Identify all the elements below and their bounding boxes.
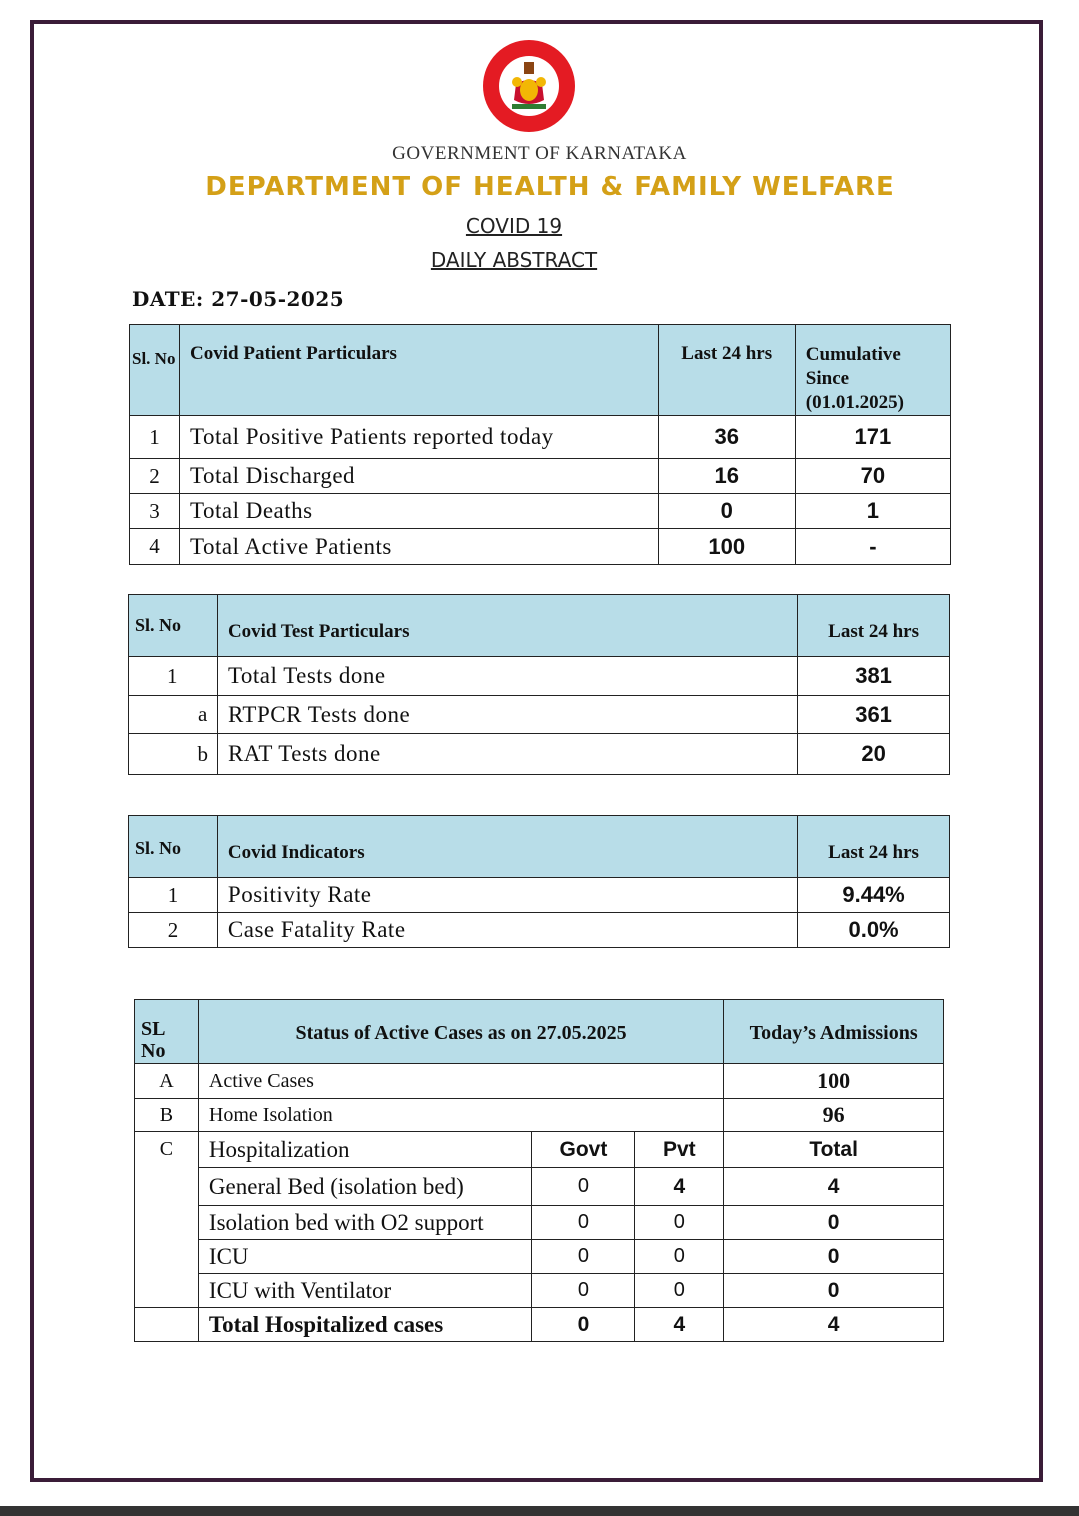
table-row: 2 Total Discharged 16 70: [130, 459, 951, 494]
admissions-header: Today’s Admissions: [724, 1000, 944, 1064]
table-row: 3 Total Deaths 0 1: [130, 494, 951, 529]
status-header: Status of Active Cases as on 27.05.2025: [198, 1000, 723, 1064]
table-row: C Hospitalization Govt Pvt Total: [135, 1132, 944, 1168]
subject-title: COVID 19: [465, 214, 563, 238]
department-title: DEPARTMENT OF HEALTH & FAMILY WELFARE: [205, 172, 895, 202]
table-row: General Bed (isolation bed) 0 4 4: [135, 1168, 944, 1206]
cumulative-header: Cumulative Since (01.01.2025): [795, 325, 950, 416]
last-24-hrs-header: Last 24 hrs: [798, 816, 950, 878]
table-row: A Active Cases 100: [135, 1064, 944, 1099]
table-row: 2 Case Fatality Rate 0.0%: [129, 913, 950, 948]
table-row: ICU 0 0 0: [135, 1240, 944, 1274]
sl-no-header: SL No: [135, 1000, 199, 1064]
table-row: a RTPCR Tests done 361: [129, 696, 950, 734]
last-24-hrs-header: Last 24 hrs: [798, 595, 950, 657]
karnataka-emblem-icon: [474, 38, 584, 134]
table-row: 1 Total Tests done 381: [129, 657, 950, 696]
report-title: DAILY ABSTRACT: [430, 248, 598, 272]
table-row: b RAT Tests done 20: [129, 734, 950, 775]
test-particulars-table: [128, 594, 950, 775]
sl-no-header: Sl. No: [129, 816, 218, 878]
table-header-row: [129, 595, 950, 657]
table-row: 1 Positivity Rate 9.44%: [129, 878, 950, 913]
table-header-row: [135, 1000, 944, 1064]
table-row: 1 Total Positive Patients reported today 36 171: [130, 416, 951, 459]
report-date: DATE: 27-05-2025: [132, 287, 345, 311]
table-row: B Home Isolation 96: [135, 1099, 944, 1132]
sl-no-header: Sl. No: [129, 595, 218, 657]
table-row: ICU with Ventilator 0 0 0: [135, 1274, 944, 1308]
sl-no-header: Sl. No: [130, 325, 180, 416]
government-name: GOVERNMENT OF KARNATAKA: [392, 143, 687, 164]
particulars-header: Covid Indicators: [217, 816, 797, 878]
bottom-bar: [0, 1506, 1079, 1516]
total-row: Total Hospitalized cases 0 4 4: [135, 1308, 944, 1342]
table-header-row: [129, 816, 950, 878]
table-row: Isolation bed with O2 support 0 0 0: [135, 1206, 944, 1240]
table-header-row: [130, 325, 951, 416]
particulars-header: Covid Patient Particulars: [180, 325, 659, 416]
active-cases-table: [134, 999, 944, 1342]
last-24-hrs-header: Last 24 hrs: [658, 325, 795, 416]
patient-particulars-table: [129, 324, 951, 565]
table-row: 4 Total Active Patients 100 -: [130, 529, 951, 565]
covid-indicators-table: [128, 815, 950, 948]
particulars-header: Covid Test Particulars: [217, 595, 797, 657]
